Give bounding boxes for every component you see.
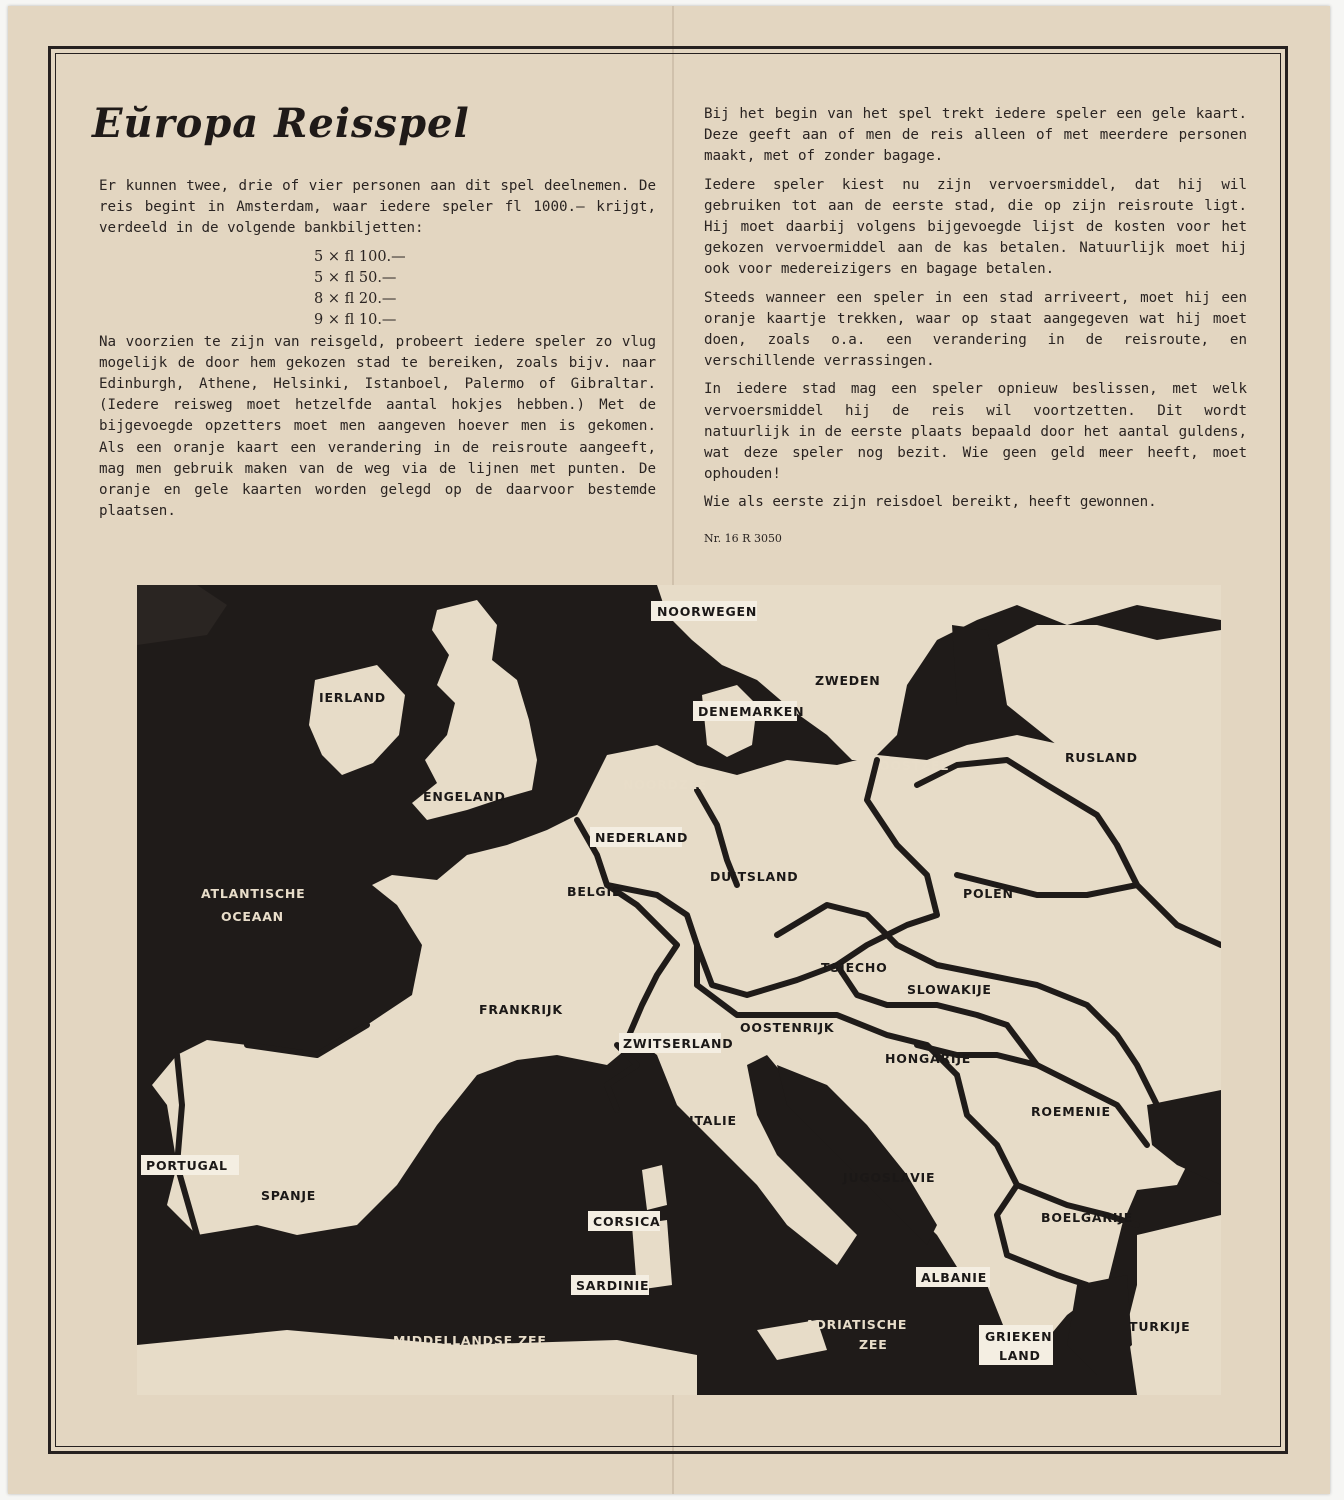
banknote-item: 5 × fl 50.—	[314, 269, 397, 286]
svg-text:DENEMARKEN: DENEMARKEN	[698, 704, 805, 719]
svg-text:ZWITSERLAND: ZWITSERLAND	[623, 1036, 734, 1051]
map-label-box-noorwegen	[651, 601, 757, 621]
map-label-duitsland: DUITSLAND	[710, 869, 799, 884]
print-number: Nr. 16 R 3050	[704, 532, 782, 545]
map-label-box-portugal	[141, 1155, 239, 1175]
map-label-oostzee: OOSTZEE	[879, 758, 950, 773]
map-label-box-zwitserland	[619, 1033, 733, 1053]
banknote-list	[314, 247, 656, 331]
map-label-engeland: ENGELAND	[423, 789, 506, 804]
map-label-atlantische-oceaan-1: ATLANTISCHE	[201, 886, 306, 901]
banknote-item: 9 × fl 10.—	[314, 311, 397, 328]
map-label-jugoslavie: JUGOSLAVIE	[843, 1170, 936, 1185]
rules-right-column	[704, 104, 1247, 521]
svg-text:LAND: LAND	[999, 1348, 1041, 1363]
map-label-box-corsica	[588, 1211, 661, 1231]
map-label-frankrijk: FRANKRIJK	[479, 1002, 563, 1017]
map-label-polen: POLEN	[963, 886, 1014, 901]
map-label-tsjecho: TSJECHO	[821, 960, 888, 975]
map-label-box-denemarken	[693, 701, 804, 721]
map-label-italie: ITALIE	[689, 1113, 737, 1128]
rules-paragraph-start: Er kunnen twee, drie of vier personen aan dit spel deelnemen. De reis begint in Amsterdam, waar iedere speler fl 1000.— krijgt, verdeeld in de volgende bankbiljetten:	[99, 178, 656, 237]
svg-text:PORTUGAL: PORTUGAL	[146, 1158, 228, 1173]
svg-text:ALBANIE: ALBANIE	[921, 1270, 988, 1285]
svg-text:NEDERLAND: NEDERLAND	[595, 830, 689, 845]
svg-text:GRIEKEN: GRIEKEN	[985, 1329, 1053, 1344]
map-label-box-nederland	[590, 827, 688, 847]
map-label-boelgarije: BOELGARIJE	[1041, 1210, 1134, 1225]
map-label-adriatische-zee-1: ADRIATISCHE	[805, 1317, 908, 1332]
map-label-box-albanie	[916, 1267, 990, 1287]
map-label-ierland: IERLAND	[319, 690, 386, 705]
map-label-middellandse-zee: MIDDELLANDSE ZEE	[393, 1333, 547, 1348]
rules-paragraph-yellow-card: Bij het begin van het spel trekt iedere speler een gele kaart. Deze geeft aan of men de reis alleen of met meerdere personen maakt, met of zonder bagage.	[704, 106, 1247, 165]
map-label-spanje: SPANJE	[261, 1188, 317, 1203]
map-label-slowakije: SLOWAKIJE	[907, 982, 992, 997]
svg-text:CORSICA: CORSICA	[593, 1214, 661, 1229]
map-label-box-griekenland	[979, 1325, 1053, 1365]
turkey-land	[1127, 1215, 1221, 1395]
map-label-adriatische-zee-2: ZEE	[859, 1337, 888, 1352]
map-label-oostenrijk: OOSTENRIJK	[740, 1020, 835, 1035]
map-label-box-sardinie	[571, 1275, 649, 1295]
rules-paragraph-city: In iedere stad mag een speler opnieuw beslissen, met welk vervoersmiddel hij de reis wil voortzetten. Dit wordt natuurlijk in de eerste plaats bepaald door het aantal guldens, wat deze speler nog bezit. Wie geen geld meer heeft, moet ophouden!	[704, 381, 1247, 483]
page-title: Eŭropa Reisspel	[92, 100, 470, 147]
map-label-noordzee: NOORDZEE	[623, 777, 708, 792]
map-label-hongarije: HONGARIJE	[885, 1051, 972, 1066]
rules-paragraph-goal: Na voorzien te zijn van reisgeld, probeert iedere speler zo vlug mogelijk de door hem gekozen stad te bereiken, zoals bijv. naar Edinburgh, Athene, Helsinki, Istanboel, Palermo of Gibraltar. (Iedere reisweg moet hetzelfde aantal hokjes hebben.) Met de bijgevoegde opzetters moet men aangeven hoever men is gekomen. Als een oranje kaart een verandering in de reisroute aangeeft, mag men gebruik maken van de weg via de lijnen met punten. De oranje en gele kaarten worden gelegd op de daarvoor bestemde plaatsen.	[99, 333, 656, 520]
rules-paragraph-transport: Iedere speler kiest nu zijn vervoersmiddel, dat hij wil gebruiken tot aan de eerste stad, die op zijn reisroute ligt. Hij moet daarbij volgens bijgevoegde lijst de kosten voor het gekozen vervoermiddel aan de kas betalen. Natuurlijk moet hij ook voor medereizigers en bagage betalen.	[704, 176, 1247, 278]
map-label-turkije: TURKIJE	[1129, 1319, 1191, 1334]
svg-text:SARDINIE: SARDINIE	[576, 1278, 650, 1293]
map-label-rusland: RUSLAND	[1065, 750, 1138, 765]
svg-text:NOORWEGEN: NOORWEGEN	[657, 604, 758, 619]
europe-map	[137, 585, 1221, 1395]
banknote-item: 5 × fl 100.—	[314, 248, 406, 265]
europe-map-graphic	[137, 585, 1221, 1395]
map-label-roemenie: ROEMENIE	[1031, 1104, 1111, 1119]
map-label-atlantische-oceaan-2: OCEAAN	[221, 909, 284, 924]
map-label-belgie: BELGIE	[567, 884, 622, 899]
rules-paragraph-orange-card: Steeds wanneer een speler in een stad arriveert, moet hij een oranje kaartje trekken, waar op staat aangegeven wat hij moet doen, zoals o.a. een verandering in de reisroute, en verschillende verrassingen.	[704, 289, 1247, 370]
rules-left-column	[99, 176, 656, 529]
map-label-zweden: ZWEDEN	[815, 673, 881, 688]
rules-paragraph-winner: Wie als eerste zijn reisdoel bereikt, heeft gewonnen.	[704, 494, 1157, 511]
banknote-item: 8 × fl 20.—	[314, 290, 397, 307]
